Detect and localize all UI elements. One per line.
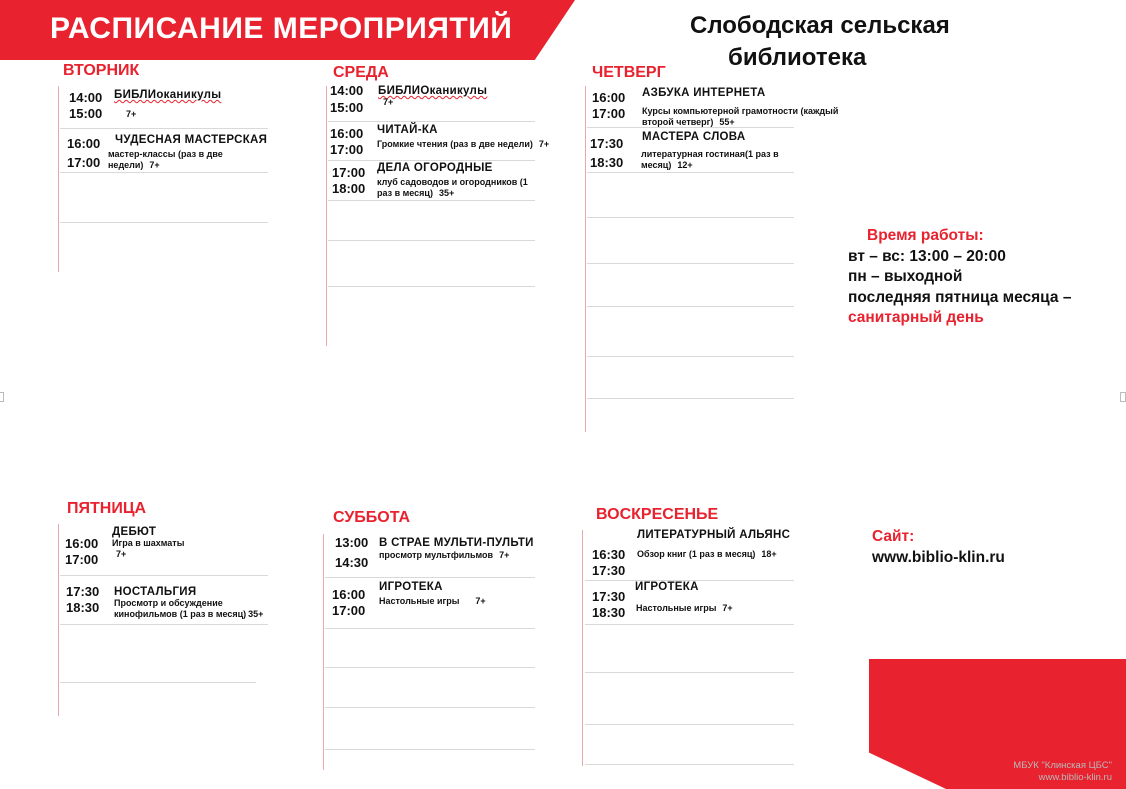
site-url[interactable]: www.biblio-klin.ru	[872, 549, 1005, 566]
event-end-time: 18:00	[332, 181, 366, 196]
row-divider	[587, 263, 794, 264]
event-end-time: 17:00	[592, 106, 626, 121]
event-title: ДЕЛА ОГОРОДНЫЕ	[377, 162, 493, 174]
row-divider	[60, 682, 256, 683]
event-title: ЧИТАЙ-КА	[377, 124, 438, 136]
working-hours-title: Время работы:	[867, 227, 984, 244]
row-divider	[60, 172, 268, 173]
column-rule	[582, 530, 583, 766]
event-start-time: 16:30	[592, 547, 626, 562]
day-saturday: СУББОТА	[333, 509, 411, 526]
row-divider	[328, 200, 535, 201]
event-title: ИГРОТЕКА	[379, 581, 443, 593]
day-tuesday: ВТОРНИК	[63, 62, 140, 79]
library-name-line2: библиотека	[728, 44, 867, 71]
event-start-time: 16:00	[332, 587, 366, 602]
row-divider	[585, 764, 794, 765]
event-start-time: 16:00	[65, 536, 99, 551]
event-end-time: 17:00	[330, 142, 364, 157]
row-divider	[587, 172, 794, 173]
row-divider	[587, 398, 794, 399]
event-age: 7+	[126, 109, 137, 119]
site-label: Сайт:	[872, 528, 915, 545]
event-title: БИБЛИоканикулы	[114, 89, 222, 101]
event-end-time: 18:30	[66, 600, 100, 615]
event-description: Игра в шахматы 7+	[112, 538, 185, 559]
row-divider	[328, 121, 535, 122]
event-title: ДЕБЮТ	[112, 526, 157, 538]
row-divider	[328, 286, 535, 287]
column-rule	[58, 86, 59, 272]
event-description: клуб садоводов и огородников (1 раз в месяц) 35+	[377, 177, 528, 198]
event-start-time: 17:30	[66, 584, 100, 599]
event-description: литературная гостиная(1 раз в месяц) 12+	[641, 149, 779, 170]
row-divider	[585, 624, 794, 625]
event-end-time: 17:30	[592, 563, 626, 578]
event-title: БИБЛИОканикулы	[378, 85, 488, 97]
event-end-time: 17:00	[67, 155, 101, 170]
event-start-time: 17:00	[332, 165, 366, 180]
event-description: просмотр мультфильмов 7+	[379, 550, 510, 560]
resize-handle	[1120, 392, 1126, 402]
row-divider	[585, 672, 794, 673]
row-divider	[587, 306, 794, 307]
event-title: ЧУДЕСНАЯ МАСТЕРСКАЯ	[115, 134, 268, 146]
row-divider	[60, 222, 268, 223]
event-end-time: 15:00	[69, 106, 103, 121]
event-title: АЗБУКА ИНТЕРНЕТА	[642, 87, 766, 99]
column-rule	[585, 86, 586, 432]
event-title: ИГРОТЕКА	[635, 581, 699, 593]
column-rule	[326, 86, 327, 346]
event-description: Настольные игры 7+	[379, 596, 486, 606]
event-start-time: 16:00	[330, 126, 364, 141]
event-title: ЛИТЕРАТУРНЫЙ АЛЬЯНС	[637, 529, 791, 541]
event-description: Обзор книг (1 раз в месяц) 18+	[637, 549, 777, 559]
event-description: Настольные игры 7+	[636, 603, 733, 613]
event-start-time: 16:00	[592, 90, 626, 105]
row-divider	[60, 624, 268, 625]
event-age: 7+	[383, 97, 394, 107]
row-divider	[587, 217, 794, 218]
row-divider	[585, 724, 794, 725]
watermark-line1: МБУК "Клинская ЦБС"	[1013, 760, 1112, 771]
event-start-time: 14:00	[330, 83, 364, 98]
day-wednesday: СРЕДА	[333, 64, 389, 81]
event-start-time: 17:30	[590, 136, 624, 151]
event-start-time: 14:00	[69, 90, 103, 105]
event-end-time: 14:30	[335, 555, 369, 570]
event-description: Просмотр и обсуждение кинофильмов (1 раз в месяц) 35+	[114, 598, 264, 619]
event-description: Громкие чтения (раз в две недели) 7+	[377, 139, 550, 149]
event-start-time: 16:00	[67, 136, 101, 151]
schedule-title: РАСПИСАНИЕ МЕРОПРИЯТИЙ	[50, 12, 513, 45]
sanitary-day: санитарный день	[848, 309, 984, 326]
event-title: НОСТАЛЬГИЯ	[114, 586, 197, 598]
row-divider	[328, 240, 535, 241]
working-hours-note: последняя пятница месяца –	[848, 288, 1072, 306]
column-rule	[58, 524, 59, 716]
day-thursday: ЧЕТВЕРГ	[592, 64, 666, 81]
working-hours-dayoff: пн – выходной	[848, 268, 963, 285]
event-start-time: 17:30	[592, 589, 626, 604]
row-divider	[325, 749, 535, 750]
row-divider	[587, 356, 794, 357]
event-start-time: 13:00	[335, 535, 369, 550]
event-end-time: 18:30	[590, 155, 624, 170]
row-divider	[325, 628, 535, 629]
resize-handle	[0, 392, 4, 402]
working-hours	[848, 226, 1071, 329]
watermark-line2: www.biblio-klin.ru	[1038, 772, 1112, 783]
column-rule	[323, 534, 324, 770]
event-description: Курсы компьютерной грамотности (каждый второй четверг) 55+	[642, 106, 839, 127]
row-divider	[60, 128, 268, 129]
event-description: мастер-классы (раз в две недели) 7+	[108, 149, 223, 170]
event-title: В СТРАЕ МУЛЬТИ-ПУЛЬТИ	[379, 537, 534, 549]
row-divider	[325, 577, 535, 578]
event-end-time: 17:00	[65, 552, 99, 567]
working-hours-days: вт – вс: 13:00 – 20:00	[848, 247, 1006, 265]
row-divider	[325, 707, 535, 708]
event-end-time: 15:00	[330, 100, 364, 115]
event-end-time: 17:00	[332, 603, 366, 618]
library-name	[690, 10, 1000, 74]
site-block	[872, 526, 1005, 568]
event-title: МАСТЕРА СЛОВА	[642, 131, 746, 143]
watermark	[1013, 760, 1112, 784]
day-sunday: ВОСКРЕСЕНЬЕ	[596, 506, 719, 523]
row-divider	[60, 575, 268, 576]
row-divider	[328, 160, 535, 161]
event-end-time: 18:30	[592, 605, 626, 620]
row-divider	[325, 667, 535, 668]
day-friday: ПЯТНИЦА	[67, 500, 147, 517]
library-name-line1: Слободская сельская	[690, 12, 950, 39]
